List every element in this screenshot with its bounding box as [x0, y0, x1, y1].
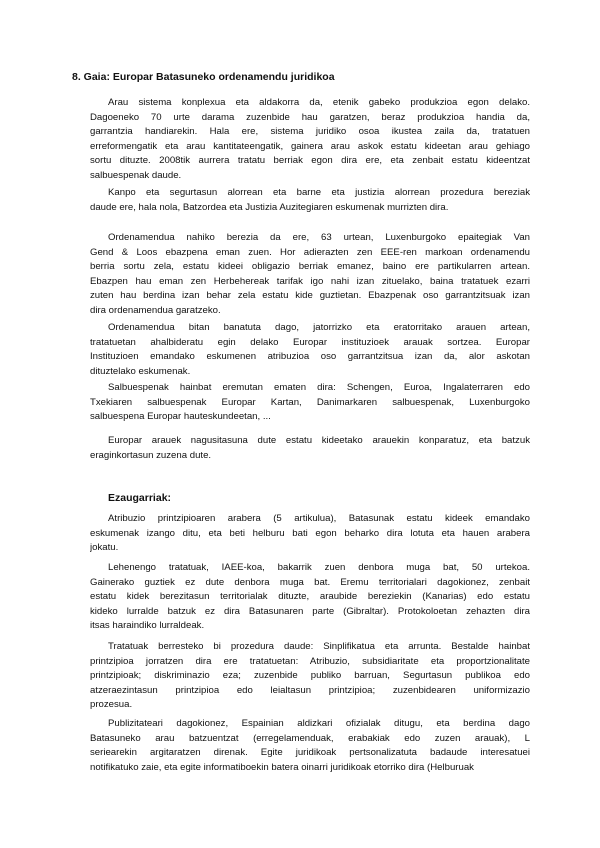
- paragraph-line: Europar arauek nagusitasuna dute estatu kideetako arauekin konparatuz, eta batzuk: [108, 435, 530, 446]
- paragraph-line: Atribuzio printzipioaren arabera (5 artikulua), Batasunak estatu kideek emandako: [108, 513, 530, 524]
- paragraph-line: Ordenamendua bitan banatuta dago, jatorrizko eta eratorritako arauen artean,: [108, 322, 530, 333]
- paragraph-line: Dagoeneko 70 urte darama zuzenbide hau garatzen, beraz produkzioa handia da,: [90, 111, 530, 123]
- paragraph: [90, 231, 530, 319]
- paragraph-line: Publizitateari dagokionez, Espainian aldizkari ofizialak ditugu, eta berdina dago: [108, 718, 530, 729]
- paragraph-line: seriearekin argitaratzen direnak. Egite juridikoak pertsonalizatuta badaude interesatuei: [90, 747, 530, 759]
- paragraph-line: Txekiaren salbuespenak Europar Kartan, Danimarkaren salbuespenak, Luxenburgoko: [90, 396, 530, 408]
- paragraph-line: tratatuetan ahalbideratu egin delako Europar instituzioek arauak sortzea. Europar: [90, 336, 530, 348]
- paragraph-line: Salbuespenak hainbat eremutan ematen dira: Schengen, Euroa, Ingalaterraren edo: [108, 382, 530, 393]
- paragraph: [90, 434, 530, 463]
- paragraph-line: printzipioa jorratzen dira ere tratatuetan: Atribuzio, subsidiaritate eta proportzionalitate: [90, 655, 530, 667]
- section-subtitle: Ezaugarriak:: [108, 492, 172, 504]
- paragraph-line: salbuespena Europar hauteskundeetan, ...: [90, 411, 271, 423]
- paragraph-line: prozesua.: [90, 699, 133, 711]
- paragraph-line: dituztelako eskumenak.: [90, 365, 191, 377]
- paragraph-line: Ordenamendua nahiko berezia da ere, 63 urtean, Luxenburgoko epaitegiak Van: [108, 232, 530, 243]
- paragraph-line: dira ordenamendua garatzeko.: [90, 304, 221, 316]
- paragraph: [90, 717, 530, 775]
- paragraph-line: Batasuneko arau batzuentzat (erregelamenduak, erabakiak edo zuzen arauak), L: [90, 732, 530, 744]
- paragraph-line: eraginkortasun zuzena dute.: [90, 449, 212, 461]
- paragraph-line: salbuespenak daude.: [90, 169, 182, 181]
- paragraph: [90, 512, 530, 556]
- paragraph-line: Arau sistema konplexua eta aldakorra da, etenik gabeko produkzioa egon delako.: [108, 97, 530, 108]
- paragraph-line: Lehenengo tratatuak, IAEE-koa, bakarrik zuen denbora muga bat, 50 urtekoa.: [108, 562, 530, 573]
- paragraph-line: notifikatuko zaie, eta egite informatiboekin batera oinarri juridikoak etorriko dira (Helburuak: [90, 761, 474, 773]
- paragraph-line: garrantzia handiarekin. Hala ere, sistema juridiko osoa ikustea zaila da, tratatuen: [90, 126, 530, 138]
- paragraph: [90, 640, 530, 713]
- paragraph-line: sortu dituzte. 2008tik aurrera tratatu berriak egon dira ere, eta zenbait estatu kideentzat: [90, 155, 530, 167]
- document-title: 8. Gaia: Europar Batasuneko ordenamendu juridikoa: [72, 71, 335, 83]
- paragraph-line: Gainerako guztiek ez dute denbora muga bat. Eremu territorialari dagokionez, zenbait: [90, 576, 530, 588]
- paragraph-line: zuten hau berdina izan behar zela estatu kide guztietan. Ebazpenak oso garrantzitsuak izan: [90, 290, 530, 302]
- paragraph-line: daude ere, hala nola, Batzordea eta Justizia Auzitegiaren eskumenak murrizten dira.: [90, 201, 449, 213]
- paragraph-line: estatu kidek berezitasun territorialak dituzte, araubide bereziekin (Kanarias) edo estatu: [90, 591, 530, 603]
- paragraph-line: Kanpo eta segurtasun alorrean eta barne eta justizia alorrean prozedura bereziak: [108, 187, 530, 198]
- paragraph: [90, 96, 530, 184]
- paragraph-line: printzipioak; diskriminazio eza; zuzenbide publiko barruan, Segurtasun publikoa edo: [90, 670, 530, 682]
- paragraph-line: jokatu.: [90, 542, 119, 554]
- paragraph-line: Instituzioen emandako eskumenen atribuzioa oso garrantzitsua izan da, alor askotan: [90, 351, 530, 363]
- paragraph-line: kideko lurralde batzuk ez dira Batasunaren parte (Gibraltar). Protokoloetan zehazten dira: [90, 605, 530, 617]
- paragraph-line: Tratatuak berresteko bi prozedura daude: Sinplifikatua eta arrunta. Bestalde hainbat: [108, 641, 530, 652]
- paragraph-line: eskumenak izango ditu, eta beti helburu bati egon beharko dira lotuta eta hauen arabera: [90, 527, 530, 539]
- paragraph-line: itsas haraindiko lurraldeak.: [90, 620, 205, 632]
- paragraph-line: atzeraezintasun printzipioa edo leialtasun printzipioa; zuzenbidearen uniformizazio: [90, 684, 530, 696]
- paragraph-line: Gend & Loos ebazpena eman zuen. Hor adierazten zen EEE-ren markoan ordenamendu: [90, 246, 530, 258]
- paragraph: [90, 381, 530, 425]
- paragraph-line: berria sortu zela, estatu kideei obligazio berriak emanez, baino ere partikularren artean.: [90, 261, 530, 273]
- paragraph: [90, 321, 530, 379]
- paragraph: [90, 186, 530, 215]
- paragraph: [90, 561, 530, 634]
- paragraph-line: erreformengatik eta arau kantitateengatik, gainera arau askok estatu kideetan arau gehiago: [90, 140, 530, 152]
- paragraph-line: Ebazpen hau eman zen Herbehereak tarifak igo nahi izan zituelako, baina tratatuek ezarri: [90, 275, 530, 287]
